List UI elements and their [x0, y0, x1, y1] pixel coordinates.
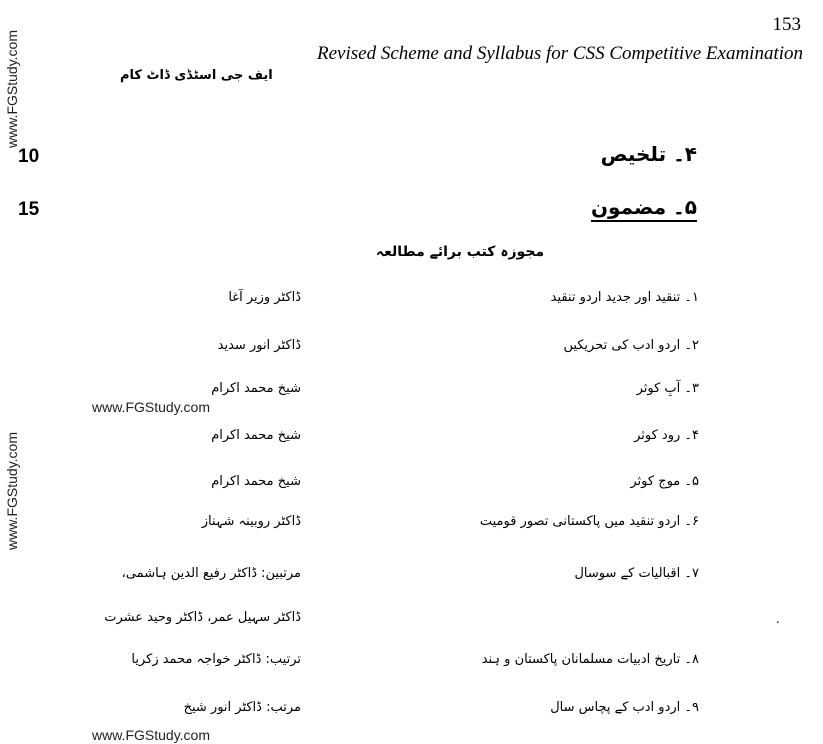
list-item: [0, 652, 823, 676]
list-item: [0, 700, 823, 724]
book-title: ۲۔ اردو ادب کی تحریکیں: [563, 338, 699, 353]
list-item: [0, 610, 823, 634]
topic-essay: ۵۔ مضمون: [591, 195, 697, 222]
topic-summary: ۴۔ تلخیص: [600, 142, 697, 166]
running-header: Revised Scheme and Syllabus for CSS Competitive Examination: [317, 43, 803, 64]
site-brand: ایف جی اسٹڈی ڈاٹ کام: [120, 68, 273, 83]
book-author: ترتیب: ڈاکٹر خواجہ محمد زکریا: [131, 652, 301, 667]
book-author: ڈاکٹر وزیر آغا: [228, 290, 301, 305]
book-title: ۷۔ اقبالیات کے سوسال: [574, 566, 699, 581]
list-item: [0, 290, 823, 314]
book-author: شیخ محمد اکرام: [211, 474, 301, 489]
book-title: ۵۔ موج کوثر: [630, 474, 699, 489]
book-title: ۳۔ آبِ کوثر: [636, 381, 699, 396]
list-item: [0, 381, 823, 405]
book-author: شیخ محمد اکرام: [211, 428, 301, 443]
list-item: [0, 566, 823, 590]
book-author: مرتبین: ڈاکٹر رفیع الدین ہاشمی،: [121, 566, 301, 581]
marks-summary: 10: [18, 146, 40, 167]
list-item: [0, 514, 823, 538]
book-title: ۴۔ رود کوثر: [634, 428, 699, 443]
book-title: ۸۔ تاریخ ادبیات مسلمانان پاکستان و ہند: [481, 652, 699, 667]
marks-essay: 15: [18, 199, 40, 220]
book-author: ڈاکٹر سہیل عمر، ڈاکٹر وحید عشرت: [104, 610, 301, 625]
list-item: [0, 474, 823, 498]
watermark-vertical-top: www.FGStudy.com: [4, 30, 20, 148]
watermark-vertical-bottom: www.FGStudy.com: [4, 432, 20, 550]
watermark-footer: www.FGStudy.com: [92, 727, 210, 743]
page-number: 153: [772, 14, 801, 35]
watermark-mid: www.FGStudy.com: [92, 399, 210, 415]
book-author: ڈاکٹر روبینہ شہناز: [201, 514, 301, 529]
book-author: مرتب: ڈاکٹر انور شیخ: [183, 700, 301, 715]
book-title: ۹۔ اردو ادب کے پچاس سال: [550, 700, 699, 715]
list-item: [0, 428, 823, 452]
book-author: ڈاکٹر انور سدید: [217, 338, 301, 353]
book-title: ۶۔ اردو تنقید میں پاکستانی تصور قومیت: [479, 514, 699, 529]
book-author: شیخ محمد اکرام: [211, 381, 301, 396]
book-title: ۱۔ تنقید اور جدید اردو تنقید: [550, 290, 699, 305]
list-item: [0, 338, 823, 362]
reading-heading: مجوزہ کتب برائے مطالعہ: [375, 244, 545, 260]
stray-mark: .: [776, 612, 780, 627]
